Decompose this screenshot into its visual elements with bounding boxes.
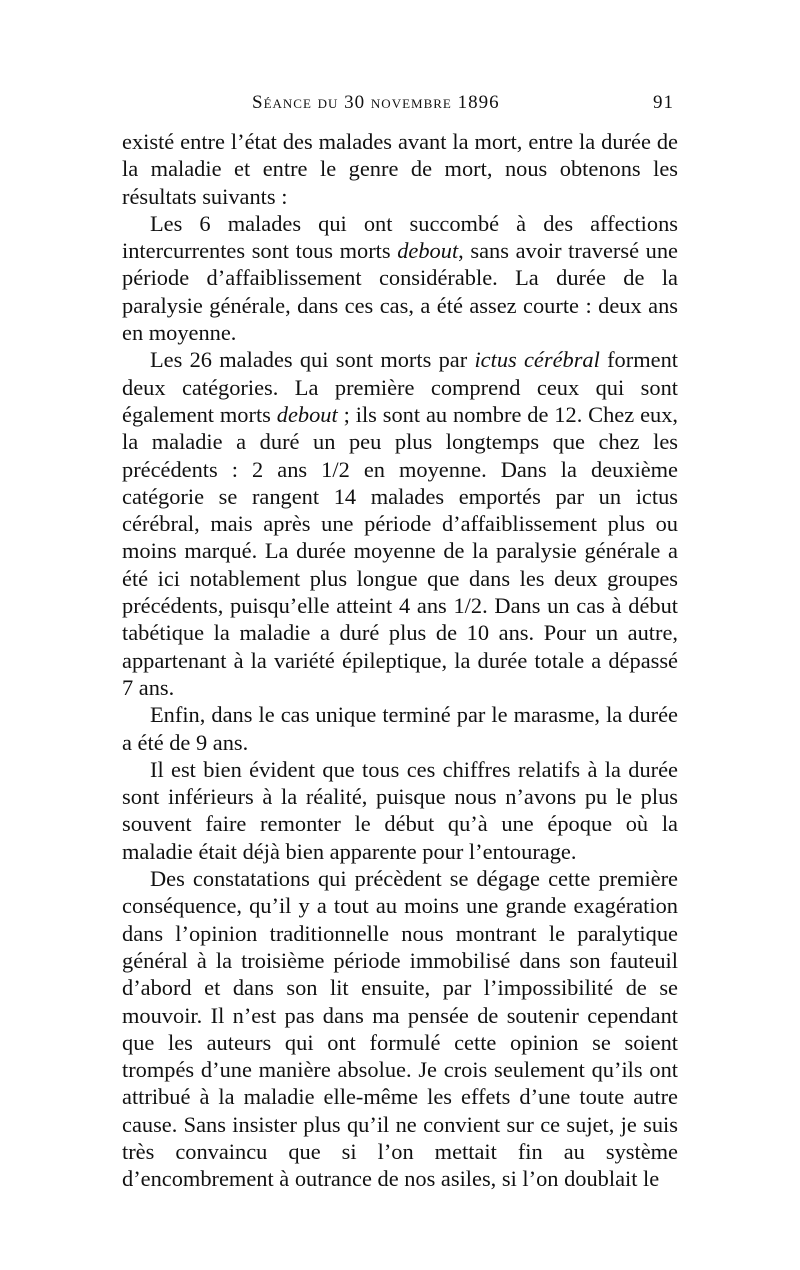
text-run: Les 6 malades qui ont succombé à des affections intercurrentes sont tous morts: [122, 210, 678, 264]
paragraph-6: [122, 865, 678, 1193]
text-run: forment deux catégories. La première comprend ceux qui sont également morts: [122, 347, 678, 427]
text-run: ; ils sont au nombre de 12. Chez eux, la maladie a duré un peu plus longtemps que chez les précédents : 2 ans 1/2 en moyenne. Dans la deuxième catégorie se rangent 14 malades emportés par un ictus cérébral, mais après une période d’affaiblissement plus ou moins marqué. La durée moyenne de la paralysie générale a été ici notablement plus longue que dans les deux groupes précédents, puisqu’elle atteint 4 ans 1/2. Dans un cas à début tabétique la maladie a duré plus de 10 ans. Pour un autre, appartenant à la variété épileptique, la durée totale a dépassé 7 ans.: [122, 401, 678, 700]
text-run: Il est bien évident que tous ces chiffres relatifs à la durée sont inférieurs à la réalité, puisque nous n’avons pu le plus souvent faire remonter le début qu’à une époque où la maladie était déjà bien apparente pour l’entourage.: [122, 756, 678, 864]
italic-term-debout: debout: [276, 401, 338, 427]
paragraph-2: [122, 210, 678, 346]
paragraph-1: [122, 128, 678, 210]
body-text: [122, 128, 678, 1193]
running-title: Séance du 30 novembre 1896: [252, 92, 500, 113]
italic-term-debout: debout: [397, 238, 459, 264]
text-run: Enfin, dans le cas unique terminé par le marasme, la durée a été de 9 ans.: [122, 702, 678, 755]
italic-term-ictus-cerebral: ictus cérébral: [474, 347, 600, 373]
paragraph-5: [122, 756, 678, 865]
running-head: [122, 88, 678, 128]
paragraph-3: [122, 346, 678, 701]
text-run: existé entre l’état des malades avant la mort, entre la durée de la maladie et entre le genre de mort, nous obtenons les résultats suivants :: [122, 129, 678, 209]
text-run: Les 26 malades qui sont morts par: [150, 347, 475, 373]
paragraph-4: [122, 701, 678, 756]
book-page: [122, 88, 678, 1193]
page-number: 91: [653, 92, 674, 113]
text-run: , sans avoir traversé une période d’affaiblissement considérable. La durée de la paralysie générale, dans ces cas, a été assez courte : deux ans en moyenne.: [122, 238, 678, 346]
text-run: Des constatations qui précèdent se dégage cette première conséquence, qu’il y a tout au moins une grande exagération dans l’opinion traditionnelle nous montrant le paralytique général à la troisième période immobilisé dans son fauteuil d’abord et dans son lit ensuite, par l’impossibilité de se mouvoir. Il n’est pas dans ma pensée de soutenir cependant que les auteurs qui ont formulé cette opinion se soient trompés d’une manière absolue. Je crois seulement qu’ils ont attribué à la maladie elle-même les effets d’une toute autre cause. Sans insister plus qu’il ne convient sur ce sujet, je suis très convaincu que si l’on mettait fin au système d’encombrement à outrance de nos asiles, si l’on doublait le: [122, 866, 678, 1192]
